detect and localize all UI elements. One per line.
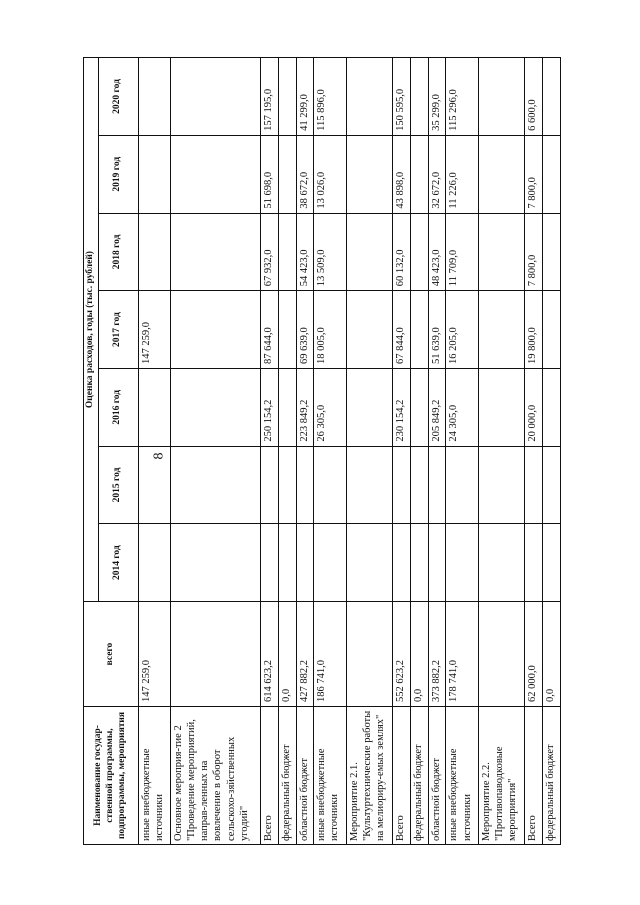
row-year-cell: 38 672,0	[296, 135, 314, 213]
row-year-cell	[314, 446, 346, 524]
row-year-cell: 87 644,0	[261, 291, 279, 369]
row-year-cell: 20 000,0	[525, 368, 543, 446]
row-year-cell	[393, 446, 411, 524]
row-name-cell: иные внебюджетные источники	[314, 707, 346, 845]
row-year-cell	[346, 524, 393, 602]
row-year-cell	[543, 368, 561, 446]
row-year-cell: 24 305,0	[446, 368, 478, 446]
header-year: 2019 год	[98, 135, 138, 213]
table-row	[296, 58, 314, 845]
row-year-cell	[410, 135, 428, 213]
row-total-cell	[346, 602, 393, 707]
row-year-cell: 67 932,0	[261, 213, 279, 291]
row-year-cell	[410, 368, 428, 446]
row-year-cell	[278, 291, 296, 369]
row-total-cell: 178 741,0	[446, 602, 478, 707]
row-year-cell: 205 849,2	[428, 368, 446, 446]
row-year-cell	[296, 446, 314, 524]
table-row	[138, 58, 170, 845]
row-name-cell: Основное мероприя-тие 2 "Проведение мероприятий, направ-ленных на вовлечение в оборот сельскохо-зяйственных угодий"	[171, 707, 261, 845]
row-year-cell	[410, 291, 428, 369]
row-year-cell	[478, 524, 525, 602]
row-total-cell: 427 882,2	[296, 602, 314, 707]
table-row	[278, 58, 296, 845]
row-year-cell	[278, 446, 296, 524]
row-year-cell: 51 639,0	[428, 291, 446, 369]
row-year-cell: 18 005,0	[314, 291, 346, 369]
budget-table	[83, 57, 561, 845]
row-year-cell	[346, 291, 393, 369]
row-total-cell: 373 882,2	[428, 602, 446, 707]
row-year-cell	[543, 135, 561, 213]
row-year-cell	[446, 524, 478, 602]
row-name-cell: федеральный бюджет	[278, 707, 296, 845]
row-name-cell: иные внебюджетные источники	[446, 707, 478, 845]
row-year-cell	[478, 291, 525, 369]
header-group-title: Оценка расходов, годы (тыс. рублей)	[84, 58, 99, 602]
row-year-cell	[138, 446, 170, 524]
row-year-cell: 250 154,2	[261, 368, 279, 446]
row-year-cell	[428, 524, 446, 602]
row-year-cell: 69 639,0	[296, 291, 314, 369]
row-year-cell	[278, 524, 296, 602]
row-year-cell	[171, 524, 261, 602]
row-year-cell	[543, 291, 561, 369]
row-year-cell: 11 226,0	[446, 135, 478, 213]
row-name-cell: Всего	[525, 707, 543, 845]
row-year-cell: 51 698,0	[261, 135, 279, 213]
row-year-cell	[171, 58, 261, 136]
row-year-cell	[478, 368, 525, 446]
header-year: 2014 год	[98, 524, 138, 602]
row-year-cell	[278, 213, 296, 291]
table-header-row	[84, 58, 99, 845]
row-year-cell: 6 600,0	[525, 58, 543, 136]
row-year-cell	[346, 213, 393, 291]
row-year-cell	[478, 213, 525, 291]
header-total-column: всего	[84, 602, 139, 707]
table-row	[410, 58, 428, 845]
row-year-cell	[428, 446, 446, 524]
row-year-cell	[346, 135, 393, 213]
row-year-cell: 16 205,0	[446, 291, 478, 369]
row-year-cell: 230 154,2	[393, 368, 411, 446]
table-row	[346, 58, 393, 845]
table-rotation	[83, 58, 561, 845]
row-year-cell: 147 259,0	[138, 291, 170, 369]
row-name-cell: Мероприятие 2.2. "Противопаводковые мероприятия"	[478, 707, 525, 845]
row-year-cell: 115 296,0	[446, 58, 478, 136]
row-year-cell	[543, 446, 561, 524]
row-name-cell: Мероприятие 2.1. "Культуртехнические работы на мелиориру-емых землях"	[346, 707, 393, 845]
row-total-cell: 614 623,2	[261, 602, 279, 707]
row-year-cell	[171, 291, 261, 369]
table-row	[446, 58, 478, 845]
row-year-cell	[261, 524, 279, 602]
row-year-cell	[525, 524, 543, 602]
header-year: 2020 год	[98, 58, 138, 136]
row-year-cell	[478, 58, 525, 136]
row-name-cell: областной бюджет	[296, 707, 314, 845]
row-year-cell: 7 800,0	[525, 213, 543, 291]
row-year-cell: 115 896,0	[314, 58, 346, 136]
table-body	[138, 58, 560, 845]
row-total-cell: 62 000,0	[525, 602, 543, 707]
table-row	[525, 58, 543, 845]
row-name-cell: федеральный бюджет	[410, 707, 428, 845]
row-year-cell	[171, 135, 261, 213]
row-year-cell: 13 509,0	[314, 213, 346, 291]
header-year: 2017 год	[98, 291, 138, 369]
row-year-cell: 7 800,0	[525, 135, 543, 213]
row-year-cell	[410, 446, 428, 524]
row-total-cell: 147 259,0	[138, 602, 170, 707]
row-year-cell: 32 672,0	[428, 135, 446, 213]
row-year-cell: 54 423,0	[296, 213, 314, 291]
header-year: 2018 год	[98, 213, 138, 291]
table-row	[393, 58, 411, 845]
row-year-cell	[138, 368, 170, 446]
row-year-cell	[478, 446, 525, 524]
page-number: 8	[151, 452, 167, 460]
row-year-cell	[171, 446, 261, 524]
row-year-cell: 35 299,0	[428, 58, 446, 136]
row-year-cell	[543, 58, 561, 136]
row-year-cell: 41 299,0	[296, 58, 314, 136]
row-year-cell	[296, 524, 314, 602]
row-total-cell: 0,0	[410, 602, 428, 707]
table-row	[478, 58, 525, 845]
row-year-cell: 223 849,2	[296, 368, 314, 446]
row-year-cell: 150 595,0	[393, 58, 411, 136]
row-year-cell	[278, 368, 296, 446]
row-year-cell	[138, 213, 170, 291]
row-year-cell	[410, 213, 428, 291]
row-total-cell	[171, 602, 261, 707]
row-year-cell: 60 132,0	[393, 213, 411, 291]
row-year-cell	[346, 368, 393, 446]
row-name-cell: областной бюджет	[428, 707, 446, 845]
row-total-cell	[478, 602, 525, 707]
table-wrapper	[83, 58, 561, 845]
row-year-cell: 26 305,0	[314, 368, 346, 446]
row-year-cell: 11 709,0	[446, 213, 478, 291]
row-year-cell	[138, 58, 170, 136]
row-year-cell	[138, 524, 170, 602]
row-year-cell	[346, 58, 393, 136]
row-year-cell	[314, 524, 346, 602]
row-name-cell: Всего	[393, 707, 411, 845]
table-row	[261, 58, 279, 845]
row-year-cell	[410, 524, 428, 602]
row-year-cell: 43 898,0	[393, 135, 411, 213]
table-row	[543, 58, 561, 845]
row-total-cell: 0,0	[278, 602, 296, 707]
row-year-cell: 48 423,0	[428, 213, 446, 291]
row-year-cell	[478, 135, 525, 213]
row-year-cell	[278, 58, 296, 136]
row-year-cell	[410, 58, 428, 136]
table-row	[171, 58, 261, 845]
header-name-column: Наименование государ-ственной программы, подпрограммы, мероприятия	[84, 707, 139, 845]
table-row	[314, 58, 346, 845]
header-year: 2016 год	[98, 368, 138, 446]
row-year-cell	[171, 368, 261, 446]
row-year-cell	[543, 524, 561, 602]
row-year-cell	[171, 213, 261, 291]
row-year-cell	[346, 446, 393, 524]
header-year: 2015 год	[98, 446, 138, 524]
row-year-cell: 13 026,0	[314, 135, 346, 213]
row-year-cell	[278, 135, 296, 213]
row-year-cell: 19 800,0	[525, 291, 543, 369]
row-year-cell	[446, 446, 478, 524]
row-total-cell: 186 741,0	[314, 602, 346, 707]
row-total-cell: 0,0	[543, 602, 561, 707]
row-year-cell	[138, 135, 170, 213]
row-year-cell	[393, 524, 411, 602]
row-year-cell	[261, 446, 279, 524]
row-name-cell: Всего	[261, 707, 279, 845]
row-year-cell: 67 844,0	[393, 291, 411, 369]
row-name-cell: иные внебюджетные источники	[138, 707, 170, 845]
row-total-cell: 552 623,2	[393, 602, 411, 707]
row-year-cell	[543, 213, 561, 291]
row-year-cell	[525, 446, 543, 524]
table-row	[428, 58, 446, 845]
row-name-cell: федеральный бюджет	[543, 707, 561, 845]
row-year-cell: 157 195,0	[261, 58, 279, 136]
